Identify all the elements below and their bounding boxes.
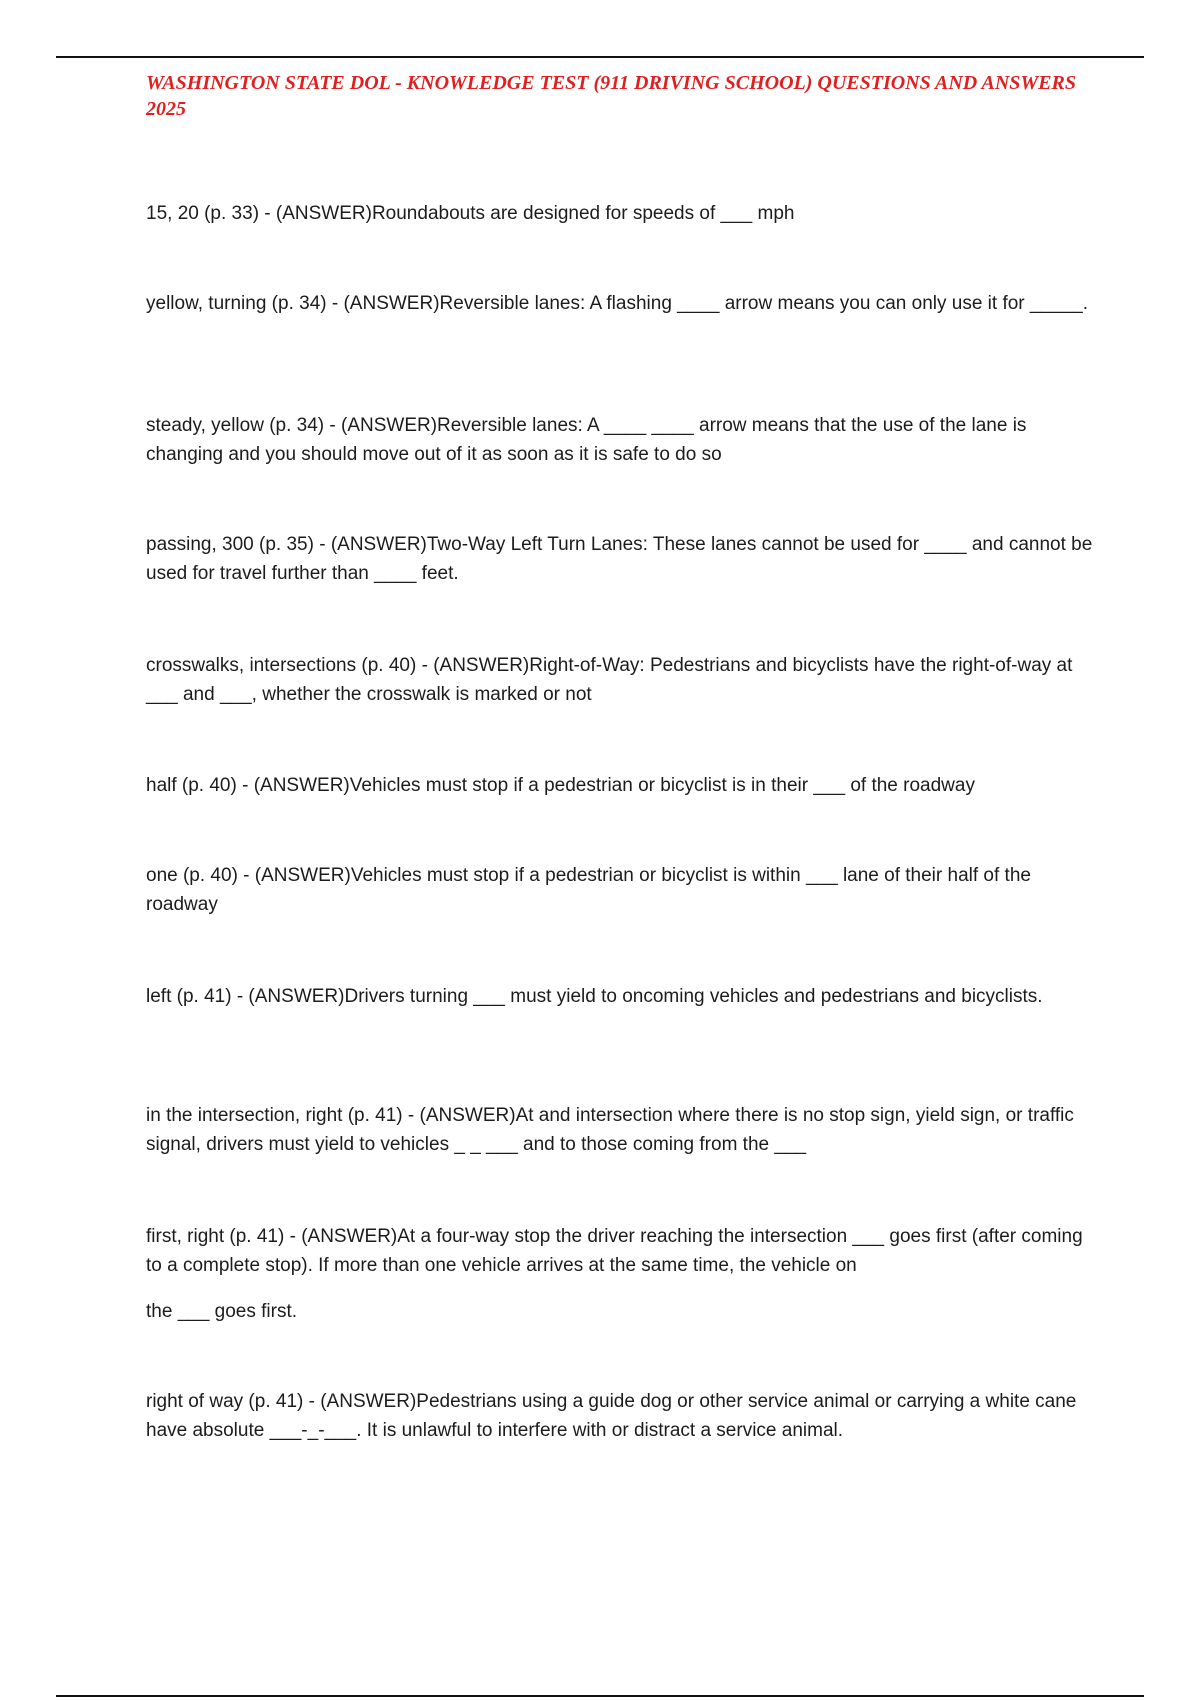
document-title: WASHINGTON STATE DOL - KNOWLEDGE TEST (911 DRIVING SCHOOL) QUESTIONS AND ANSWERS 2025: [146, 72, 1076, 120]
qa-item-continuation: the ___ goes first.: [146, 1301, 298, 1322]
qa-item-text: passing, 300 (p. 35) - (ANSWER)Two-Way Left Turn Lanes: These lanes cannot be used for ____ and cannot be used for travel further than ____ feet.: [146, 534, 1093, 584]
qa-item-text: yellow, turning (p. 34) - (ANSWER)Reversible lanes: A flashing ____ arrow means you can only use it for _____.: [146, 293, 1089, 314]
qa-item: [146, 771, 1096, 800]
qa-item: [146, 861, 1096, 919]
qa-item-text: crosswalks, intersections (p. 40) - (ANSWER)Right-of-Way: Pedestrians and bicyclists have the right-of-way at ___ and ___, whether the crosswalk is marked or not: [146, 655, 1073, 705]
qa-item: [146, 411, 1096, 469]
qa-item-text: right of way (p. 41) - (ANSWER)Pedestrians using a guide dog or other service animal or carrying a white cane have absolute ___-_-___. It is unlawful to interfere with or distract a service animal.: [146, 1391, 1077, 1441]
qa-item-text: steady, yellow (p. 34) - (ANSWER)Reversible lanes: A ____ ____ arrow means that the use of the lane is changing and you should move out of it as soon as it is safe to do so: [146, 415, 1027, 465]
qa-item-text: first, right (p. 41) - (ANSWER)At a four-way stop the driver reaching the intersection ___ goes first (after coming to a complete stop). If more than one vehicle arrives at the same time, the vehicle on: [146, 1226, 1083, 1276]
qa-item-text: in the intersection, right (p. 41) - (ANSWER)At and intersection where there is no stop sign, yield sign, or traffic signal, drivers must yield to vehicles _ _ ___ and to those coming from the ___: [146, 1105, 1074, 1155]
qa-item: [146, 1387, 1096, 1445]
qa-item-text: 15, 20 (p. 33) - (ANSWER)Roundabouts are designed for speeds of ___ mph: [146, 203, 795, 224]
qa-item: [146, 199, 1096, 228]
qa-item: [146, 1101, 1096, 1159]
top-rule: [56, 56, 1144, 58]
qa-item: [146, 982, 1096, 1011]
qa-item-text: half (p. 40) - (ANSWER)Vehicles must stop if a pedestrian or bicyclist is in their ___ of the roadway: [146, 775, 975, 796]
qa-item: [146, 651, 1096, 709]
qa-item: [146, 1222, 1096, 1326]
bottom-rule: [56, 1695, 1144, 1697]
qa-item: [146, 289, 1096, 318]
qa-item: [146, 530, 1096, 588]
qa-item-text: one (p. 40) - (ANSWER)Vehicles must stop if a pedestrian or bicyclist is within ___ lane of their half of the roadway: [146, 865, 1031, 915]
qa-item-text: left (p. 41) - (ANSWER)Drivers turning ___ must yield to oncoming vehicles and pedestrians and bicyclists.: [146, 986, 1043, 1007]
